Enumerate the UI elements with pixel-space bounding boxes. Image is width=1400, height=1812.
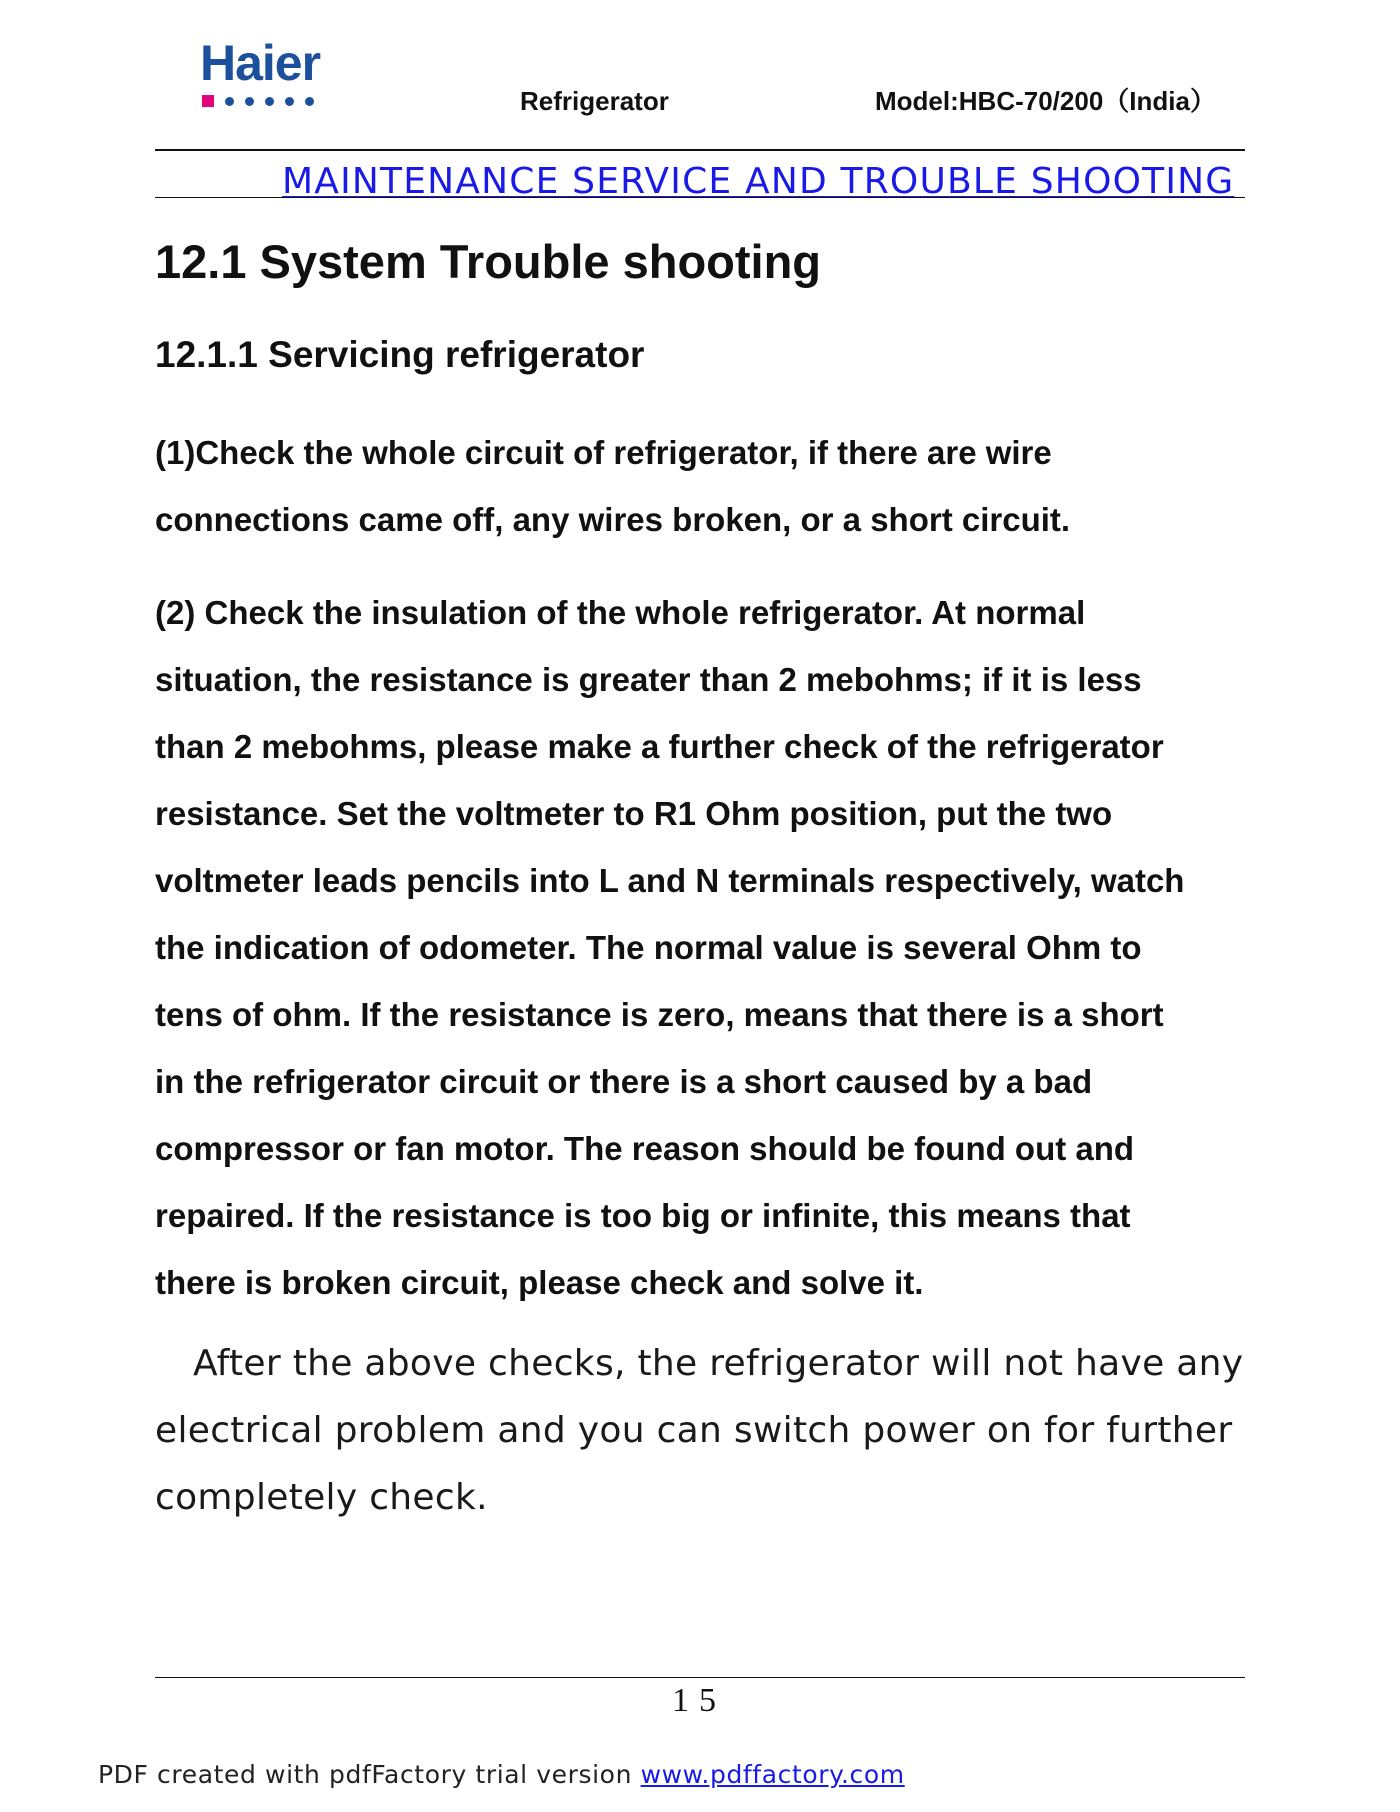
header-divider [155,149,1245,151]
logo-square-mark [202,95,214,107]
logo-dot [225,97,234,106]
paragraph2-line: repaired. If the resistance is too big or infinite, this means that [155,1197,1131,1234]
paragraph3-line: electrical problem and you can switch power on for further [155,1410,1233,1451]
page-subheading: 12.1.1 Servicing refrigerator [155,334,645,375]
paragraph2-line: (2) Check the insulation of the whole refrigerator. At normal [155,594,1086,631]
haier-logo-dots [202,95,314,107]
paragraph2-line: resistance. Set the voltmeter to R1 Ohm position, put the two [155,795,1113,832]
paragraph2-line: tens of ohm. If the resistance is zero, means that there is a short [155,996,1164,1033]
paragraph1-line: connections came off, any wires broken, or a short circuit. [155,501,1071,538]
haier-logo: Haier [200,35,321,91]
paragraph3-line: completely check. [155,1477,488,1518]
section-divider [155,197,1245,198]
paragraph2-line: in the refrigerator circuit or there is a short caused by a bad [155,1063,1093,1100]
paragraph2-line: the indication of odometer. The normal value is several Ohm to [155,929,1142,966]
header-model: Model:HBC-70/200（India） [875,86,1216,116]
logo-dot [265,97,274,106]
section-title-link[interactable]: MAINTENANCE SERVICE AND TROUBLE SHOOTING [282,161,1235,202]
logo-dot [245,97,254,106]
paragraph2-line: voltmeter leads pencils into L and N terminals respectively, watch [155,862,1185,899]
footer-divider [155,1677,1245,1678]
page-number: 15 [672,1682,726,1719]
paragraph2-line: situation, the resistance is greater than 2 mebohms; if it is less [155,661,1142,698]
paragraph2-line: than 2 mebohms, please make a further check of the refrigerator [155,728,1164,765]
logo-dot [285,97,294,106]
pdf-creator-note [98,1762,905,1787]
page-heading: 12.1 System Trouble shooting [155,235,821,288]
paragraph2-line: there is broken circuit, please check and solve it. [155,1264,924,1301]
paragraph3-line: After the above checks, the refrigerator will not have any [193,1343,1244,1384]
header-product: Refrigerator [520,86,669,116]
paragraph1-line: (1)Check the whole circuit of refrigerator, if there are wire [155,434,1052,471]
pdffactory-link[interactable]: www.pdffactory.com [640,1760,905,1789]
paragraph2-line: compressor or fan motor. The reason should be found out and [155,1130,1135,1167]
logo-dot [305,97,314,106]
pdf-creator-text: PDF created with pdfFactory trial version [98,1760,641,1789]
